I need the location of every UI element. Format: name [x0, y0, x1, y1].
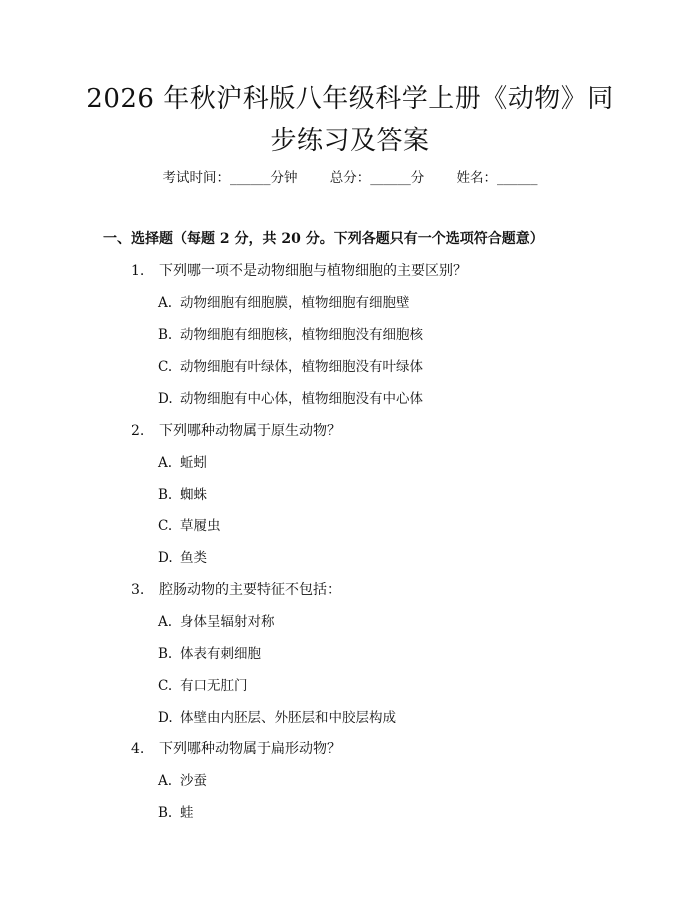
q2-option-c — [158, 516, 221, 536]
total-score: 总分：______分 — [329, 170, 425, 186]
question-text: 下列哪种动物属于原生动物？ — [159, 423, 341, 439]
option-text: 草履虫 — [180, 518, 221, 534]
question-1 — [131, 261, 467, 281]
option-letter: C. — [158, 359, 173, 375]
option-letter: D. — [158, 391, 173, 407]
question-text: 下列哪种动物属于扁形动物？ — [159, 741, 341, 757]
q2-option-a — [158, 453, 207, 473]
option-letter: C. — [158, 678, 173, 694]
option-text: 体表有刺细胞 — [180, 646, 261, 662]
q2-option-b — [158, 485, 207, 505]
question-text: 下列哪一项不是动物细胞与植物细胞的主要区别？ — [159, 263, 467, 279]
q3-option-c — [158, 676, 248, 696]
question-number: 3. — [131, 582, 145, 598]
option-letter: A. — [158, 455, 173, 471]
question-4 — [131, 739, 341, 759]
student-name: 姓名：______ — [456, 170, 538, 186]
exam-time: 考试时间：______分钟 — [162, 170, 298, 186]
q3-option-b — [158, 644, 261, 664]
question-2 — [131, 421, 341, 441]
option-letter: B. — [158, 646, 173, 662]
option-letter: B. — [158, 327, 173, 343]
q1-option-d — [158, 389, 423, 409]
q1-option-b — [158, 325, 423, 345]
option-text: 动物细胞有中心体，植物细胞没有中心体 — [180, 391, 423, 407]
option-text: 沙蚕 — [180, 773, 207, 789]
exam-meta — [0, 168, 700, 188]
option-letter: B. — [158, 487, 173, 503]
q2-option-d — [158, 548, 207, 568]
option-letter: B. — [158, 805, 173, 821]
option-text: 动物细胞有细胞核，植物细胞没有细胞核 — [180, 327, 423, 343]
option-letter: A. — [158, 614, 173, 630]
option-letter: C. — [158, 518, 173, 534]
q4-option-a — [158, 771, 207, 791]
title-line-1: 2026 年秋沪科版八年级科学上册《动物》同 — [86, 84, 614, 114]
title-line-2: 步练习及答案 — [270, 126, 430, 156]
option-text: 有口无肛门 — [180, 678, 248, 694]
q4-option-b — [158, 803, 194, 823]
question-number: 2. — [131, 423, 145, 439]
option-letter: A. — [158, 773, 173, 789]
option-text: 蜘蛛 — [180, 487, 207, 503]
q3-option-a — [158, 612, 275, 632]
option-text: 体壁由内胚层、外胚层和中胶层构成 — [180, 710, 396, 726]
question-number: 1. — [131, 263, 145, 279]
option-text: 动物细胞有叶绿体，植物细胞没有叶绿体 — [180, 359, 423, 375]
option-letter: A. — [158, 295, 173, 311]
option-letter: D. — [158, 710, 173, 726]
option-text: 身体呈辐射对称 — [180, 614, 275, 630]
option-text: 动物细胞有细胞膜，植物细胞有细胞壁 — [180, 295, 410, 311]
q1-option-c — [158, 357, 423, 377]
question-3 — [131, 580, 341, 600]
option-text: 蛙 — [180, 805, 194, 821]
option-letter: D. — [158, 550, 173, 566]
section-heading: 一、选择题（每题 2 分，共 20 分。下列各题只有一个选项符合题意） — [103, 231, 544, 247]
question-text: 腔肠动物的主要特征不包括： — [159, 582, 341, 598]
option-text: 蚯蚓 — [180, 455, 207, 471]
q3-option-d — [158, 708, 396, 728]
q1-option-a — [158, 293, 410, 313]
question-number: 4. — [131, 741, 145, 757]
document-title — [60, 78, 640, 162]
option-text: 鱼类 — [180, 550, 207, 566]
